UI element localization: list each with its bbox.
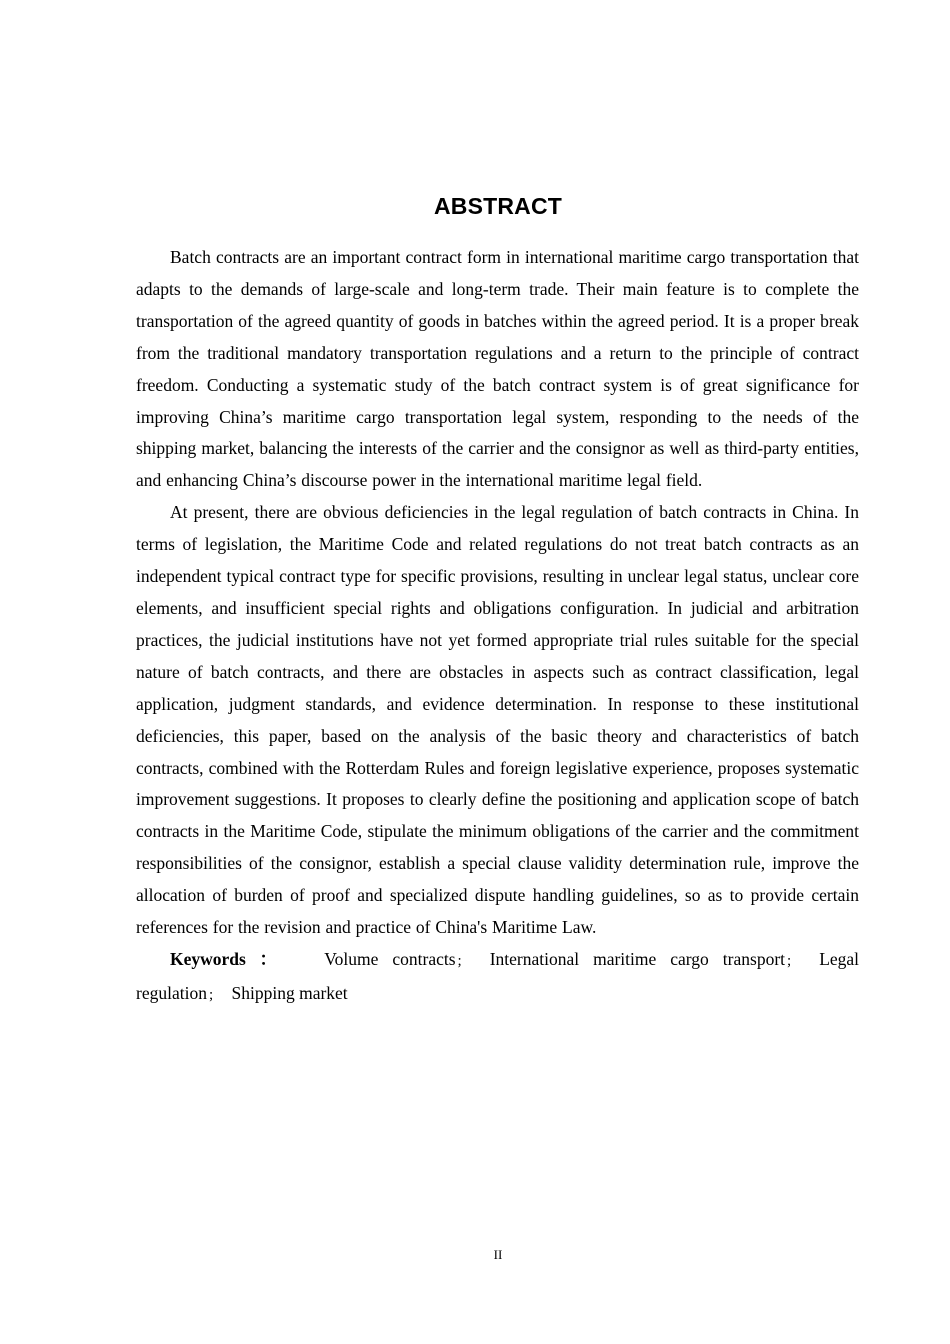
keyword-item: Shipping market bbox=[231, 982, 348, 1003]
page-number: II bbox=[493, 1247, 503, 1262]
keyword-item: Legal regulation bbox=[136, 948, 860, 1003]
abstract-paragraph-2: At present, there are obvious deficiencies in the legal regulation of batch contracts in China. In terms of legislation, the Maritime Code and related regulations do not treat batch contracts as an independent typical contract type for specific provisions, resulting in unclear legal status, unclear core elements, and insufficient special rights and obligations configuration. In judicial and arbitration practices, the judicial institutions have not yet formed appropriate trial rules suitable for the special nature of batch contracts, and there are obstacles in aspects such as contract classification, legal application, judgment standards, and evidence determination. In response to these institutional deficiencies, this paper, based on the analysis of the basic theory and characteristics of batch contracts, combined with the Rotterdam Rules and foreign legislative experience, proposes systematic improvement suggestions. It proposes to clearly define the positioning and application scope of batch contracts in the Maritime Code, stipulate the minimum obligations of the carrier and the commitment responsibilities of the consignor, establish a special clause validity determination rule, improve the allocation of burden of proof and specialized dispute handling guidelines, so as to provide certain references for the revision and practice of China's Maritime Law. bbox=[136, 502, 859, 938]
keyword-delimiter: ; bbox=[457, 952, 462, 969]
keywords-separator: ： bbox=[249, 948, 287, 969]
keyword-delimiter: ; bbox=[208, 986, 214, 1003]
abstract-body bbox=[136, 242, 859, 1012]
abstract-paragraph-1: Batch contracts are an important contract form in international maritime cargo transportation that adapts to the demands of large-scale and long-term trade. Their main feature is to complete the transportation of the agreed quantity of goods in batches within the agreed period. It is a proper break from the traditional mandatory transportation regulations and a return to the principle of contract freedom. Conducting a systematic study of the batch contract system is of great significance for improving China’s maritime cargo transportation legal system, responding to the needs of the shipping market, balancing the interests of the carrier and the consignor as well as third-party entities, and enhancing China’s discourse power in the international maritime legal field. bbox=[136, 247, 859, 491]
keywords-line bbox=[136, 944, 859, 1012]
keyword-item: International maritime cargo transport bbox=[489, 948, 786, 969]
keyword-item: Volume contracts bbox=[324, 948, 456, 969]
abstract-title: ABSTRACT bbox=[433, 193, 563, 220]
keywords-label: Keywords bbox=[170, 948, 246, 969]
keyword-delimiter: ; bbox=[787, 952, 792, 969]
